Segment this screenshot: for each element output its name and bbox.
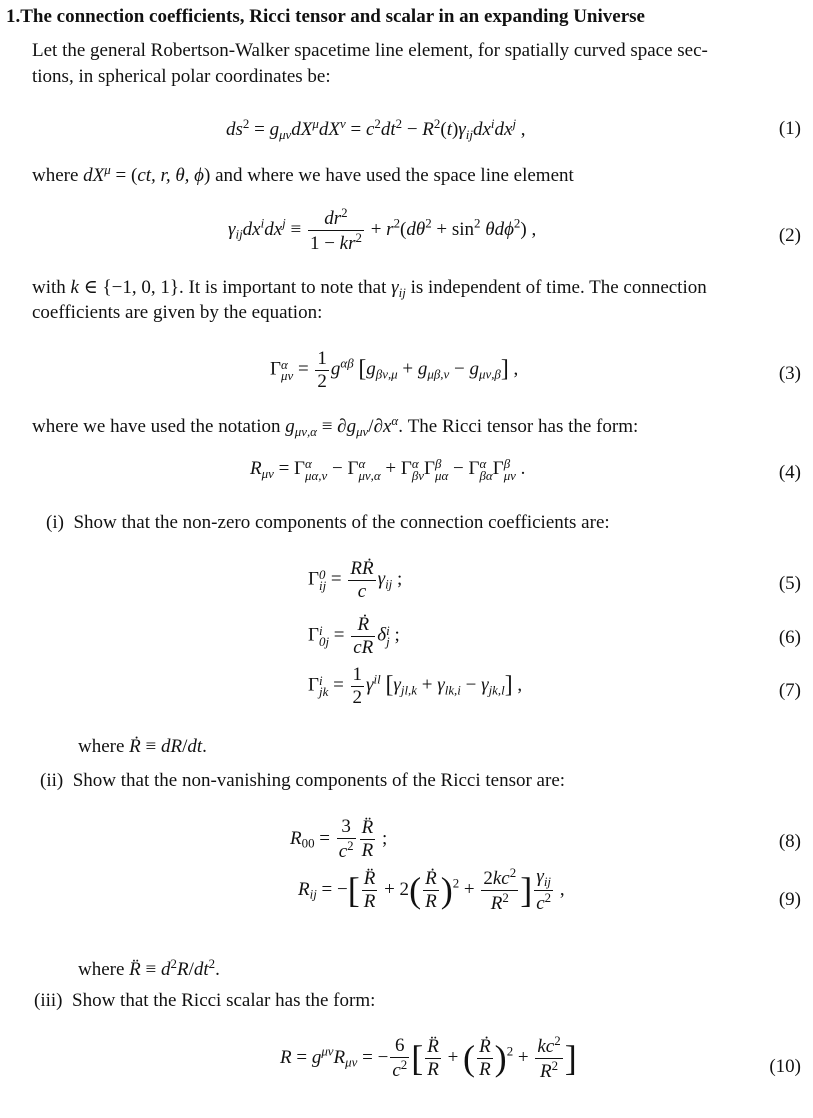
part-i-text: Show that the non-zero components of the connection coefficients are: <box>73 512 610 533</box>
rdot-definition: where Ṙ ≡ dR/dt. <box>78 736 207 757</box>
equation-6: Γ i 0j = $\frac{\text{Ṙ}}{cR}$ δ i j ; <box>308 614 400 658</box>
coordinates-line: where $dX^\mu = (ct$, r, θ, ϕ) and where we have used the space line element <box>32 162 574 187</box>
equation-5: Γ 0 ij = $\frac{\text{RṘ}}{c}$ $\gamma_{ij}$ ; <box>308 558 403 602</box>
equation-2: $\gamma_{ij}dx^idx^j$ ≡ $\frac{dr^2}{1 - kr^2}$ + $r^2(d\theta^2 + \sin^2 \theta d\phi^2)$ , <box>228 205 537 255</box>
k-values-line: with k ∈ {−1, 0, 1}. It is important to note that $\gamma_{ij}$ is independent of time. The connection <box>32 277 707 300</box>
section-number: 1. <box>6 6 21 27</box>
section-title: The connection coefficients, Ricci tensor and scalar in an expanding Universe <box>20 6 645 27</box>
equation-1: $ds^2 = g_{\mu\nu}dX^\mu dX^\nu = c^2dt^2 - R^2(t)\gamma_{ij}dx^idx^j$ , <box>226 116 526 142</box>
equation-9: $R_{ij}$ = −[ $\frac{R̈}{R}$ + 2( $\frac{\text{Ṙ}}{R}$ )$^2$ + $\frac{2kc^2}{R^2}$ ] $\frac{\gamma_{ij}}{c^2}$ , <box>298 865 565 915</box>
equation-number-10: (10) <box>769 1056 801 1077</box>
section-heading <box>6 6 645 28</box>
part-i-label: (i) <box>46 512 64 533</box>
part-iii-text: Show that the Ricci scalar has the form: <box>72 990 376 1011</box>
equation-number-3: (3) <box>778 363 801 384</box>
part-iii <box>34 990 375 1012</box>
equation-number-6: (6) <box>778 627 801 648</box>
equation-number-2: (2) <box>778 225 801 246</box>
intro-line-2: tions, in spherical polar coordinates be: <box>32 66 331 87</box>
equation-number-5: (5) <box>778 573 801 594</box>
equation-number-8: (8) <box>778 831 801 852</box>
rddot-definition: where R̈ ≡ $d^2R/dt^2$. <box>78 956 220 981</box>
part-ii-label: (ii) <box>40 770 64 791</box>
equation-number-9: (9) <box>778 889 801 910</box>
equation-8: $R_{00}$ = $\frac{3}{c^2}$ $\frac{R̈}{R}$ ; <box>290 816 388 862</box>
part-iii-label: (iii) <box>34 990 63 1011</box>
equation-4: $R_{\mu\nu} = \Gamma$ α μα,ν − Γ α μν,α + Γ α βν Γ β μα − Γ α βα Γ β μν . <box>250 456 526 483</box>
equation-number-1: (1) <box>778 118 801 139</box>
intro-line-1: Let the general Robertson-Walker spacetime line element, for spatially curved space sec- <box>32 40 708 61</box>
part-ii-text: Show that the non-vanishing components of the Ricci tensor are: <box>72 770 566 791</box>
equation-number-7: (7) <box>778 680 801 701</box>
part-i <box>46 512 610 534</box>
k-values-line-2: coefficients are given by the equation: <box>32 302 323 323</box>
equation-7: Γ i jk = $\frac{1}{2}$ $\gamma^{il}$ $[\gamma_{jl,k} + \gamma_{lk,i} - \gamma_{jk,l}]$ , <box>308 664 523 708</box>
part-ii <box>40 770 565 792</box>
equation-10: $R = g^{\mu\nu}R_{\mu\nu}$ = − $\frac{6}{c^2}$ [ $\frac{R̈}{R}$ + ( $\frac{\text{Ṙ}}{R}$ )$^2$ + $\frac{kc^2}{R^2}$ ] <box>280 1033 577 1083</box>
equation-number-4: (4) <box>778 462 801 483</box>
equation-3: Γ α μν = $\frac{1}{2}$ $g^{\alpha\beta}$ $[g_{\beta\nu,\mu} + g_{\mu\beta,\nu} - g_{\mu\nu,\beta}]$ , <box>270 348 519 392</box>
notation-line: where we have used the notation $g_{\mu\nu,\alpha} \equiv \partial g_{\mu\nu}/\partial x^\alpha$. The Ricci tensor has the form: <box>32 413 639 439</box>
